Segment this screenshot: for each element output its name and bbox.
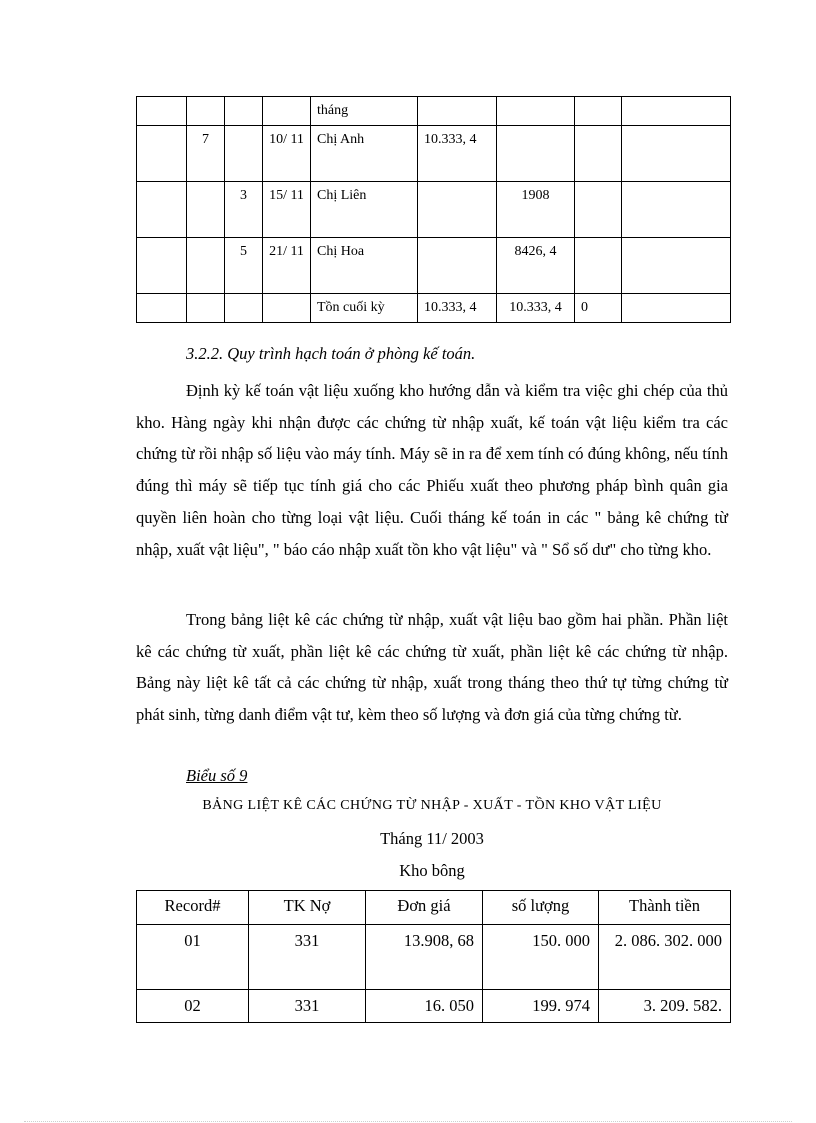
table-cell: 15/ 11	[263, 182, 311, 238]
report-title: BẢNG LIỆT KÊ CÁC CHỨNG TỪ NHẬP - XUẤT - TỒN KHO VẬT LIỆU	[202, 798, 662, 813]
table-cell: 7	[187, 126, 225, 182]
table-cell: 01	[137, 925, 249, 990]
table-cell: Chị Anh	[311, 126, 418, 182]
table-cell	[575, 126, 622, 182]
column-header: Thành tiền	[599, 891, 731, 925]
report-warehouse: Kho bông	[399, 861, 465, 880]
table-cell: 0	[575, 294, 622, 323]
table-row	[137, 294, 731, 323]
column-header: TK Nợ	[249, 891, 366, 925]
table-cell: Chị Liên	[311, 182, 418, 238]
column-header: Record#	[137, 891, 249, 925]
table-cell	[418, 238, 497, 294]
paragraph-text: Định kỳ kế toán vật liệu xuống kho hướng dẫn và kiểm tra việc ghi chép của thủ kho. Hàng ngày khi nhận được các chứng từ nhập xuất, kế toán vật liệu kiểm tra các chứng từ rồi nhập số liệu vào máy tính. Máy sẽ in ra để xem tính có đúng không, nếu tính đúng thì máy sẽ tiếp tục tính giá cho các Phiếu xuất theo phương pháp bình quân gia quyền liên hoàn cho từng loại vật liệu. Cuối tháng kế toán in các " bảng kê chứng từ nhập, xuất vật liệu", " báo cáo nhập xuất tồn kho vật liệu" và " Sổ số dư" cho từng kho.	[136, 381, 728, 559]
voucher-list-table	[136, 890, 731, 1023]
table-cell: 8426, 4	[497, 238, 575, 294]
table-cell	[497, 126, 575, 182]
table-cell: 5	[225, 238, 263, 294]
table-cell	[575, 182, 622, 238]
table-cell	[622, 97, 731, 126]
table-row	[137, 925, 731, 990]
table-cell	[137, 97, 187, 126]
table-row	[137, 126, 731, 182]
table-cell	[575, 238, 622, 294]
table-cell	[137, 294, 187, 323]
table-cell	[187, 182, 225, 238]
table-cell	[225, 126, 263, 182]
table-cell	[263, 97, 311, 126]
table-cell	[418, 182, 497, 238]
paragraph	[136, 375, 728, 565]
report-month: Tháng 11/ 2003	[380, 829, 484, 848]
table-cell: 10.333, 4	[497, 294, 575, 323]
column-header: số lượng	[483, 891, 599, 925]
table-cell: 10.333, 4	[418, 294, 497, 323]
table-cell	[622, 294, 731, 323]
table-cell	[225, 97, 263, 126]
table-cell	[263, 294, 311, 323]
table-cell	[622, 238, 731, 294]
table-cell	[187, 294, 225, 323]
table-row	[137, 238, 731, 294]
table-cell: 02	[137, 990, 249, 1023]
table-cell	[622, 126, 731, 182]
table-cell	[622, 182, 731, 238]
table-cell	[418, 97, 497, 126]
table-cell: 150. 000	[483, 925, 599, 990]
table-row	[137, 97, 731, 126]
table-cell	[225, 294, 263, 323]
table-row	[137, 990, 731, 1023]
table-cell: 10/ 11	[263, 126, 311, 182]
table-cell: Chị Hoa	[311, 238, 418, 294]
table-cell: 331	[249, 925, 366, 990]
table-cell: Tồn cuối kỳ	[311, 294, 418, 323]
column-header: Đơn giá	[366, 891, 483, 925]
table-cell	[187, 238, 225, 294]
table-cell: tháng	[311, 97, 418, 126]
table-cell: 1908	[497, 182, 575, 238]
table-cell: 13.908, 68	[366, 925, 483, 990]
exhibit-label: Biểu số 9	[186, 766, 248, 785]
table-cell	[187, 97, 225, 126]
table-row	[137, 182, 731, 238]
table-cell: 16. 050	[366, 990, 483, 1023]
table-cell	[137, 238, 187, 294]
paragraph-text: Trong bảng liệt kê các chứng từ nhập, xuất vật liệu bao gồm hai phần. Phần liệt kê các chứng từ xuất, phần liệt kê các chứng từ xuất, phần liệt kê các chứng từ nhập. Bảng này liệt kê tất cả các chứng từ nhập, xuất trong tháng theo thứ tự từng chứng từ phát sinh, từng danh điểm vật tư, kèm theo số lượng và đơn giá của từng chứng từ.	[136, 610, 728, 725]
table-cell: 2. 086. 302. 000	[599, 925, 731, 990]
table-cell: 3	[225, 182, 263, 238]
ledger-table-continued	[136, 96, 731, 323]
table-cell: 3. 209. 582.	[599, 990, 731, 1023]
table-cell	[575, 97, 622, 126]
table-cell: 199. 974	[483, 990, 599, 1023]
table-cell: 331	[249, 990, 366, 1023]
table-cell: 21/ 11	[263, 238, 311, 294]
table-cell: 10.333, 4	[418, 126, 497, 182]
table-header-row	[137, 891, 731, 925]
table-cell	[137, 126, 187, 182]
page-footer-divider	[24, 1121, 792, 1122]
table-cell	[137, 182, 187, 238]
table-cell	[497, 97, 575, 126]
paragraph	[136, 604, 728, 731]
section-heading: 3.2.2. Quy trình hạch toán ở phòng kế toán.	[186, 344, 476, 363]
